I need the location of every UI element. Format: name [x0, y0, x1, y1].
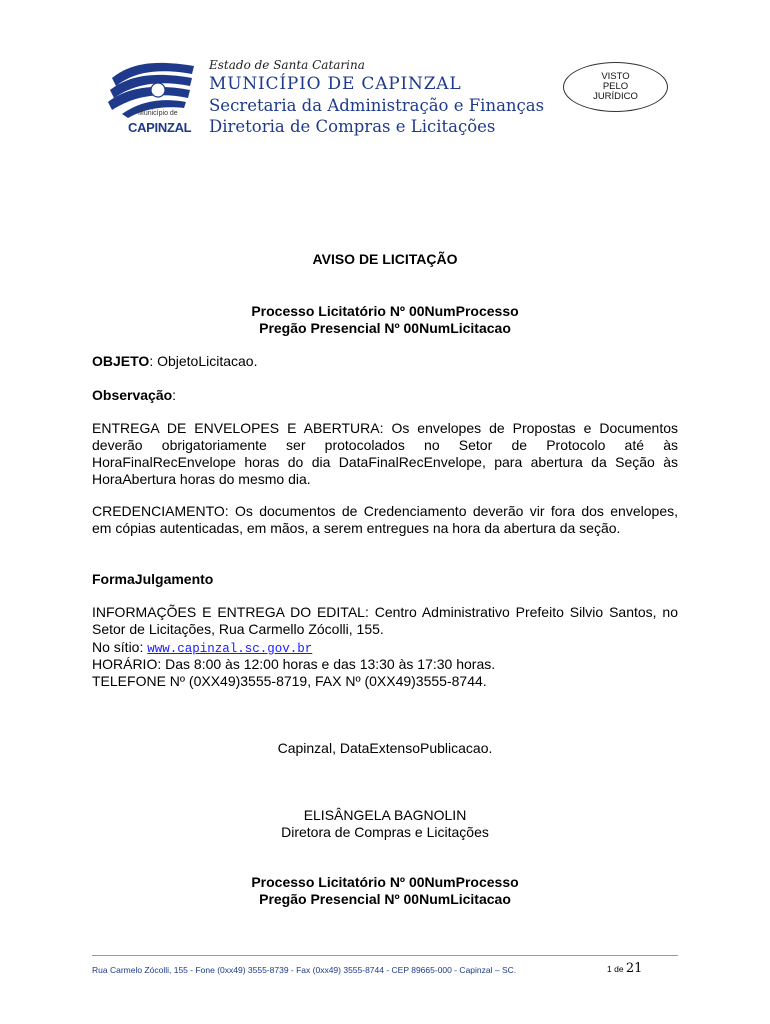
object-line	[92, 353, 678, 370]
footer-divider	[92, 955, 678, 956]
stamp-line: JURÍDICO	[593, 91, 638, 102]
observation-colon: :	[172, 387, 177, 403]
website-link[interactable]: www.capinzal.sc.gov.br	[147, 642, 313, 656]
letterhead	[209, 57, 544, 137]
page-footer	[92, 961, 678, 979]
process-number: Processo Licitatório Nº 00NumProcesso	[251, 303, 519, 319]
secretariat-name: Secretaria da Administração e Finanças	[209, 96, 545, 115]
stamp-line: VISTO	[601, 71, 630, 82]
judgment-form: FormaJulgamento	[92, 571, 214, 587]
directorate-name: Diretoria de Compras e Licitações	[209, 117, 496, 136]
signer-name: ELISÂNGELA BAGNOLIN	[303, 807, 467, 823]
page-indicator	[607, 961, 642, 976]
auction-number-repeat: Pregão Presencial Nº 00NumLicitacao	[259, 891, 511, 907]
information-paragraph: INFORMAÇÕES E ENTREGA DO EDITAL: Centro Administrativo Prefeito Silvio Santos, no Setor de Licitações, Rua Carmello Zócolli, 155.	[92, 604, 678, 637]
page-of: 1 de	[607, 964, 626, 974]
legal-approval-stamp	[563, 62, 668, 112]
observation-label: Observação	[92, 387, 173, 403]
logo-name: CAPINZAL	[128, 120, 192, 135]
state-name: Estado de Santa Catarina	[209, 58, 365, 72]
observation-line	[92, 387, 678, 404]
website-label: No sítio:	[92, 639, 148, 655]
municipality-logo	[102, 56, 198, 136]
place-date: Capinzal, DataExtensoPublicacao.	[277, 740, 493, 756]
stamp-line: PELO	[602, 81, 629, 92]
auction-number: Pregão Presencial Nº 00NumLicitacao	[259, 320, 511, 336]
page-total: 21	[625, 961, 643, 976]
phone-line: TELEFONE Nº (0XX49)3555-8719, FAX Nº (0XX49)3555-8744.	[92, 673, 487, 689]
notice-title: AVISO DE LICITAÇÃO	[312, 251, 458, 267]
logo-caption: Município de	[138, 110, 178, 117]
signer-role: Diretora de Compras e Licitações	[281, 824, 489, 840]
object-value: : ObjetoLicitacao.	[149, 353, 258, 369]
accreditation-paragraph: CREDENCIAMENTO: Os documentos de Credenciamento deverão vir fora dos envelopes, em cópias autenticadas, em mãos, a serem entregues na hora da abertura da seção.	[92, 503, 678, 536]
opening-hours: HORÁRIO: Das 8:00 às 12:00 horas e das 13:30 às 17:30 horas.	[92, 656, 496, 672]
delivery-paragraph: ENTREGA DE ENVELOPES E ABERTURA: Os envelopes de Propostas e Documentos deverão obrigatoriamente ser protocolados no Setor de Protocolo até às HoraFinalRecEnvelope horas do dia DataFinalRecEnvelope, para abertura da Seção às HoraAbertura horas do mesmo dia.	[92, 420, 678, 487]
process-number-repeat: Processo Licitatório Nº 00NumProcesso	[251, 874, 519, 890]
municipality-name: MUNICÍPIO DE CAPINZAL	[209, 74, 462, 94]
object-label: OBJETO	[92, 353, 150, 369]
footer-address: Rua Carmelo Zócolli, 155 - Fone (0xx49) 3555-8739 - Fax (0xx49) 3555-8744 - CEP 89665-000 - Capinzal – SC.	[92, 965, 517, 975]
